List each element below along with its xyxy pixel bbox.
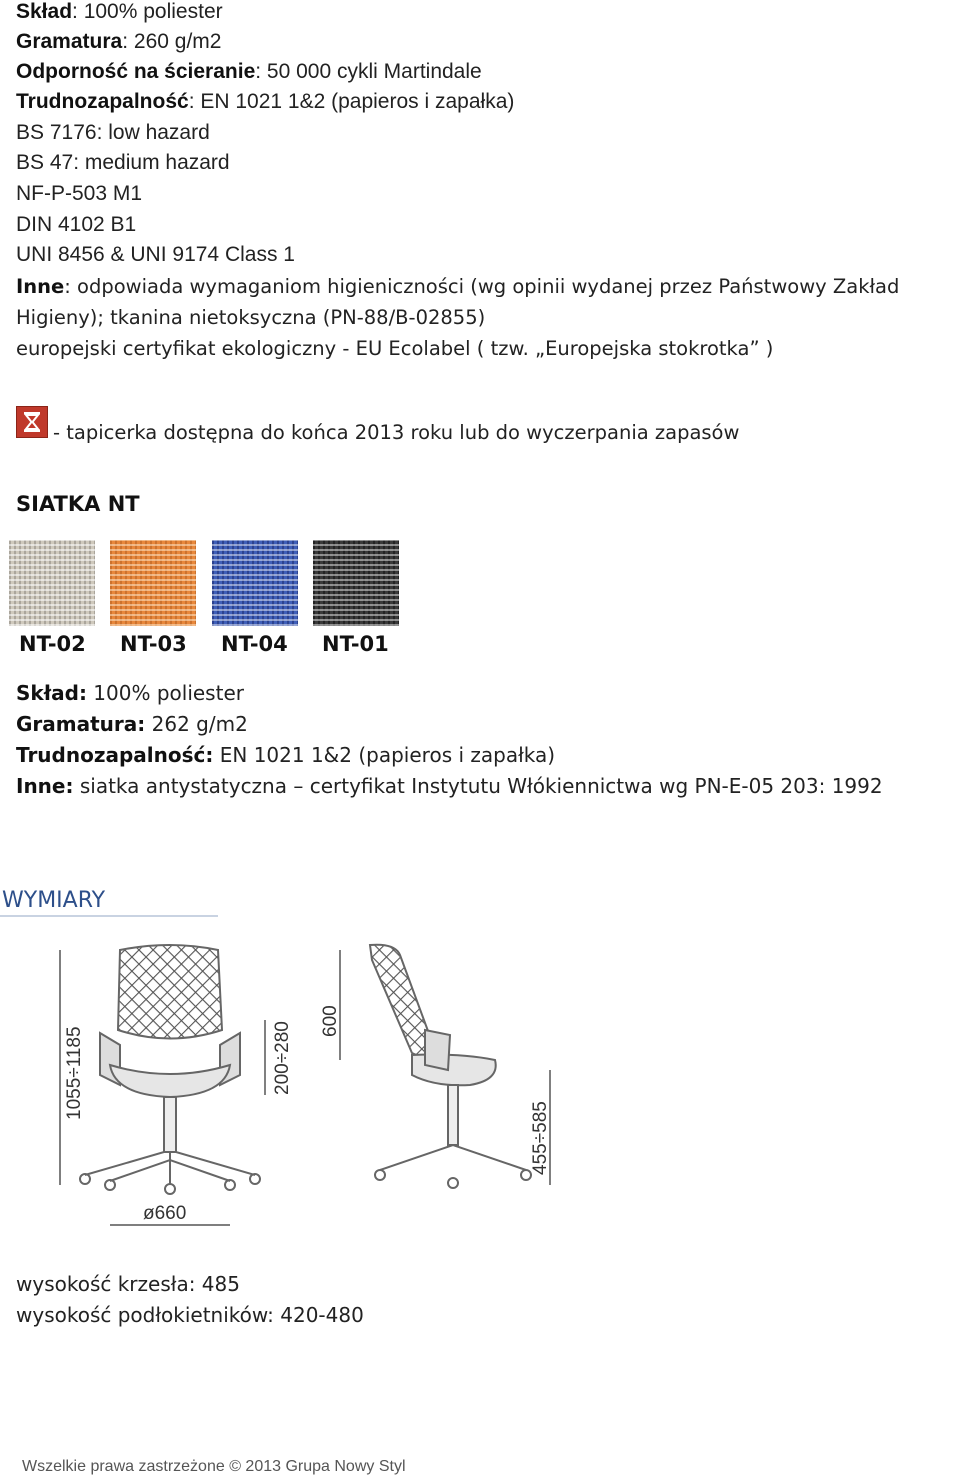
dimension-note: wysokość krzesła: 485 [16, 1272, 240, 1296]
spec-value: DIN 4102 B1 [16, 213, 137, 236]
inne-line-2: Higieny); tkanina nietoksyczna (PN-88/B-02855) [16, 306, 486, 329]
inne-line-1 [16, 275, 899, 299]
title-underline [0, 915, 218, 917]
spec-line [16, 30, 221, 54]
back-height-label: 600 [320, 1005, 341, 1037]
spec-line [16, 213, 136, 237]
mesh-spec-line [16, 681, 244, 705]
chair-front-view [80, 945, 260, 1194]
back-adjust-label: 200÷280 [272, 1021, 293, 1095]
mesh-spec-line [16, 743, 555, 767]
spec-label: Odporność na ścieranie [16, 60, 256, 83]
spec-line [16, 151, 230, 175]
spec-value: : EN 1021 1&2 (papieros i zapałka) [188, 90, 515, 113]
inne-line-3: europejski certyfikat ekologiczny - EU Ecolabel ( tzw. „Europejska stokrotka” ) [16, 337, 774, 360]
spec-line [16, 121, 210, 145]
mesh-spec-value: siatka antystatyczna – certyfikat Instytutu Włókiennictwa wg PN-E-05 203: 1992 [73, 774, 883, 798]
mesh-spec-value: EN 1021 1&2 (papieros i zapałka) [213, 743, 556, 767]
swatch-nt-04 [212, 540, 298, 626]
spec-value: BS 7176: low hazard [16, 121, 210, 144]
mesh-spec-label: Gramatura: [16, 712, 146, 736]
spec-value: NF-P-503 M1 [16, 182, 143, 205]
spec-line [16, 0, 223, 24]
spec-label: Gramatura [16, 30, 123, 53]
spec-value: : 50 000 cykli Martindale [255, 60, 482, 83]
dimensions-title: WYMIARY [2, 888, 106, 913]
swatch-code: NT-03 [120, 632, 187, 656]
base-diameter-label: ø660 [143, 1203, 187, 1224]
inne-label: Inne [16, 275, 65, 298]
mesh-spec-label: Inne: [16, 774, 74, 798]
spec-value: BS 47: medium hazard [16, 151, 230, 174]
swatch-nt-03 [110, 540, 196, 626]
mesh-spec-line [16, 774, 883, 798]
dimension-note: wysokość podłokietników: 420-480 [16, 1303, 364, 1327]
swatch-nt-01 [313, 540, 399, 626]
footer-copyright: Wszelkie prawa zastrzeżone © 2013 Grupa Nowy Styl [22, 1458, 406, 1475]
spec-line [16, 90, 514, 114]
swatch-code: NT-04 [221, 632, 288, 656]
mesh-spec-label: Trudnozapalność: [16, 743, 214, 767]
spec-line [16, 243, 295, 267]
swatch-code: NT-02 [19, 632, 86, 656]
spec-value: UNI 8456 & UNI 9174 Class 1 [16, 243, 295, 266]
inne-text-1: : odpowiada wymaganiom higieniczności (wg opinii wydanej przez Państwowy Zakład [64, 275, 900, 298]
spec-value: : 100% poliester [72, 0, 223, 23]
dimension-labels [64, 1005, 551, 1224]
dimension-drawing [40, 935, 580, 1235]
mesh-spec-line [16, 712, 248, 736]
spec-value: : 260 g/m2 [122, 30, 222, 53]
hourglass-icon [16, 406, 48, 438]
section-title: SIATKA NT [16, 492, 140, 516]
chair-side-view [370, 945, 531, 1188]
total-height-label: 1055÷1185 [64, 1026, 85, 1120]
mesh-spec-label: Skład: [16, 681, 87, 705]
spec-line [16, 60, 482, 84]
swatch-code: NT-01 [322, 632, 389, 656]
seat-height-label: 455÷585 [530, 1101, 551, 1175]
mesh-spec-value: 100% poliester [86, 681, 244, 705]
spec-line [16, 182, 142, 206]
spec-label: Skład [16, 0, 73, 23]
mesh-spec-value: 262 g/m2 [145, 712, 248, 736]
swatch-nt-02 [9, 540, 95, 626]
notice-text: - tapicerka dostępna do końca 2013 roku lub do wyczerpania zapasów [53, 421, 740, 444]
spec-label: Trudnozapalność [16, 90, 189, 113]
